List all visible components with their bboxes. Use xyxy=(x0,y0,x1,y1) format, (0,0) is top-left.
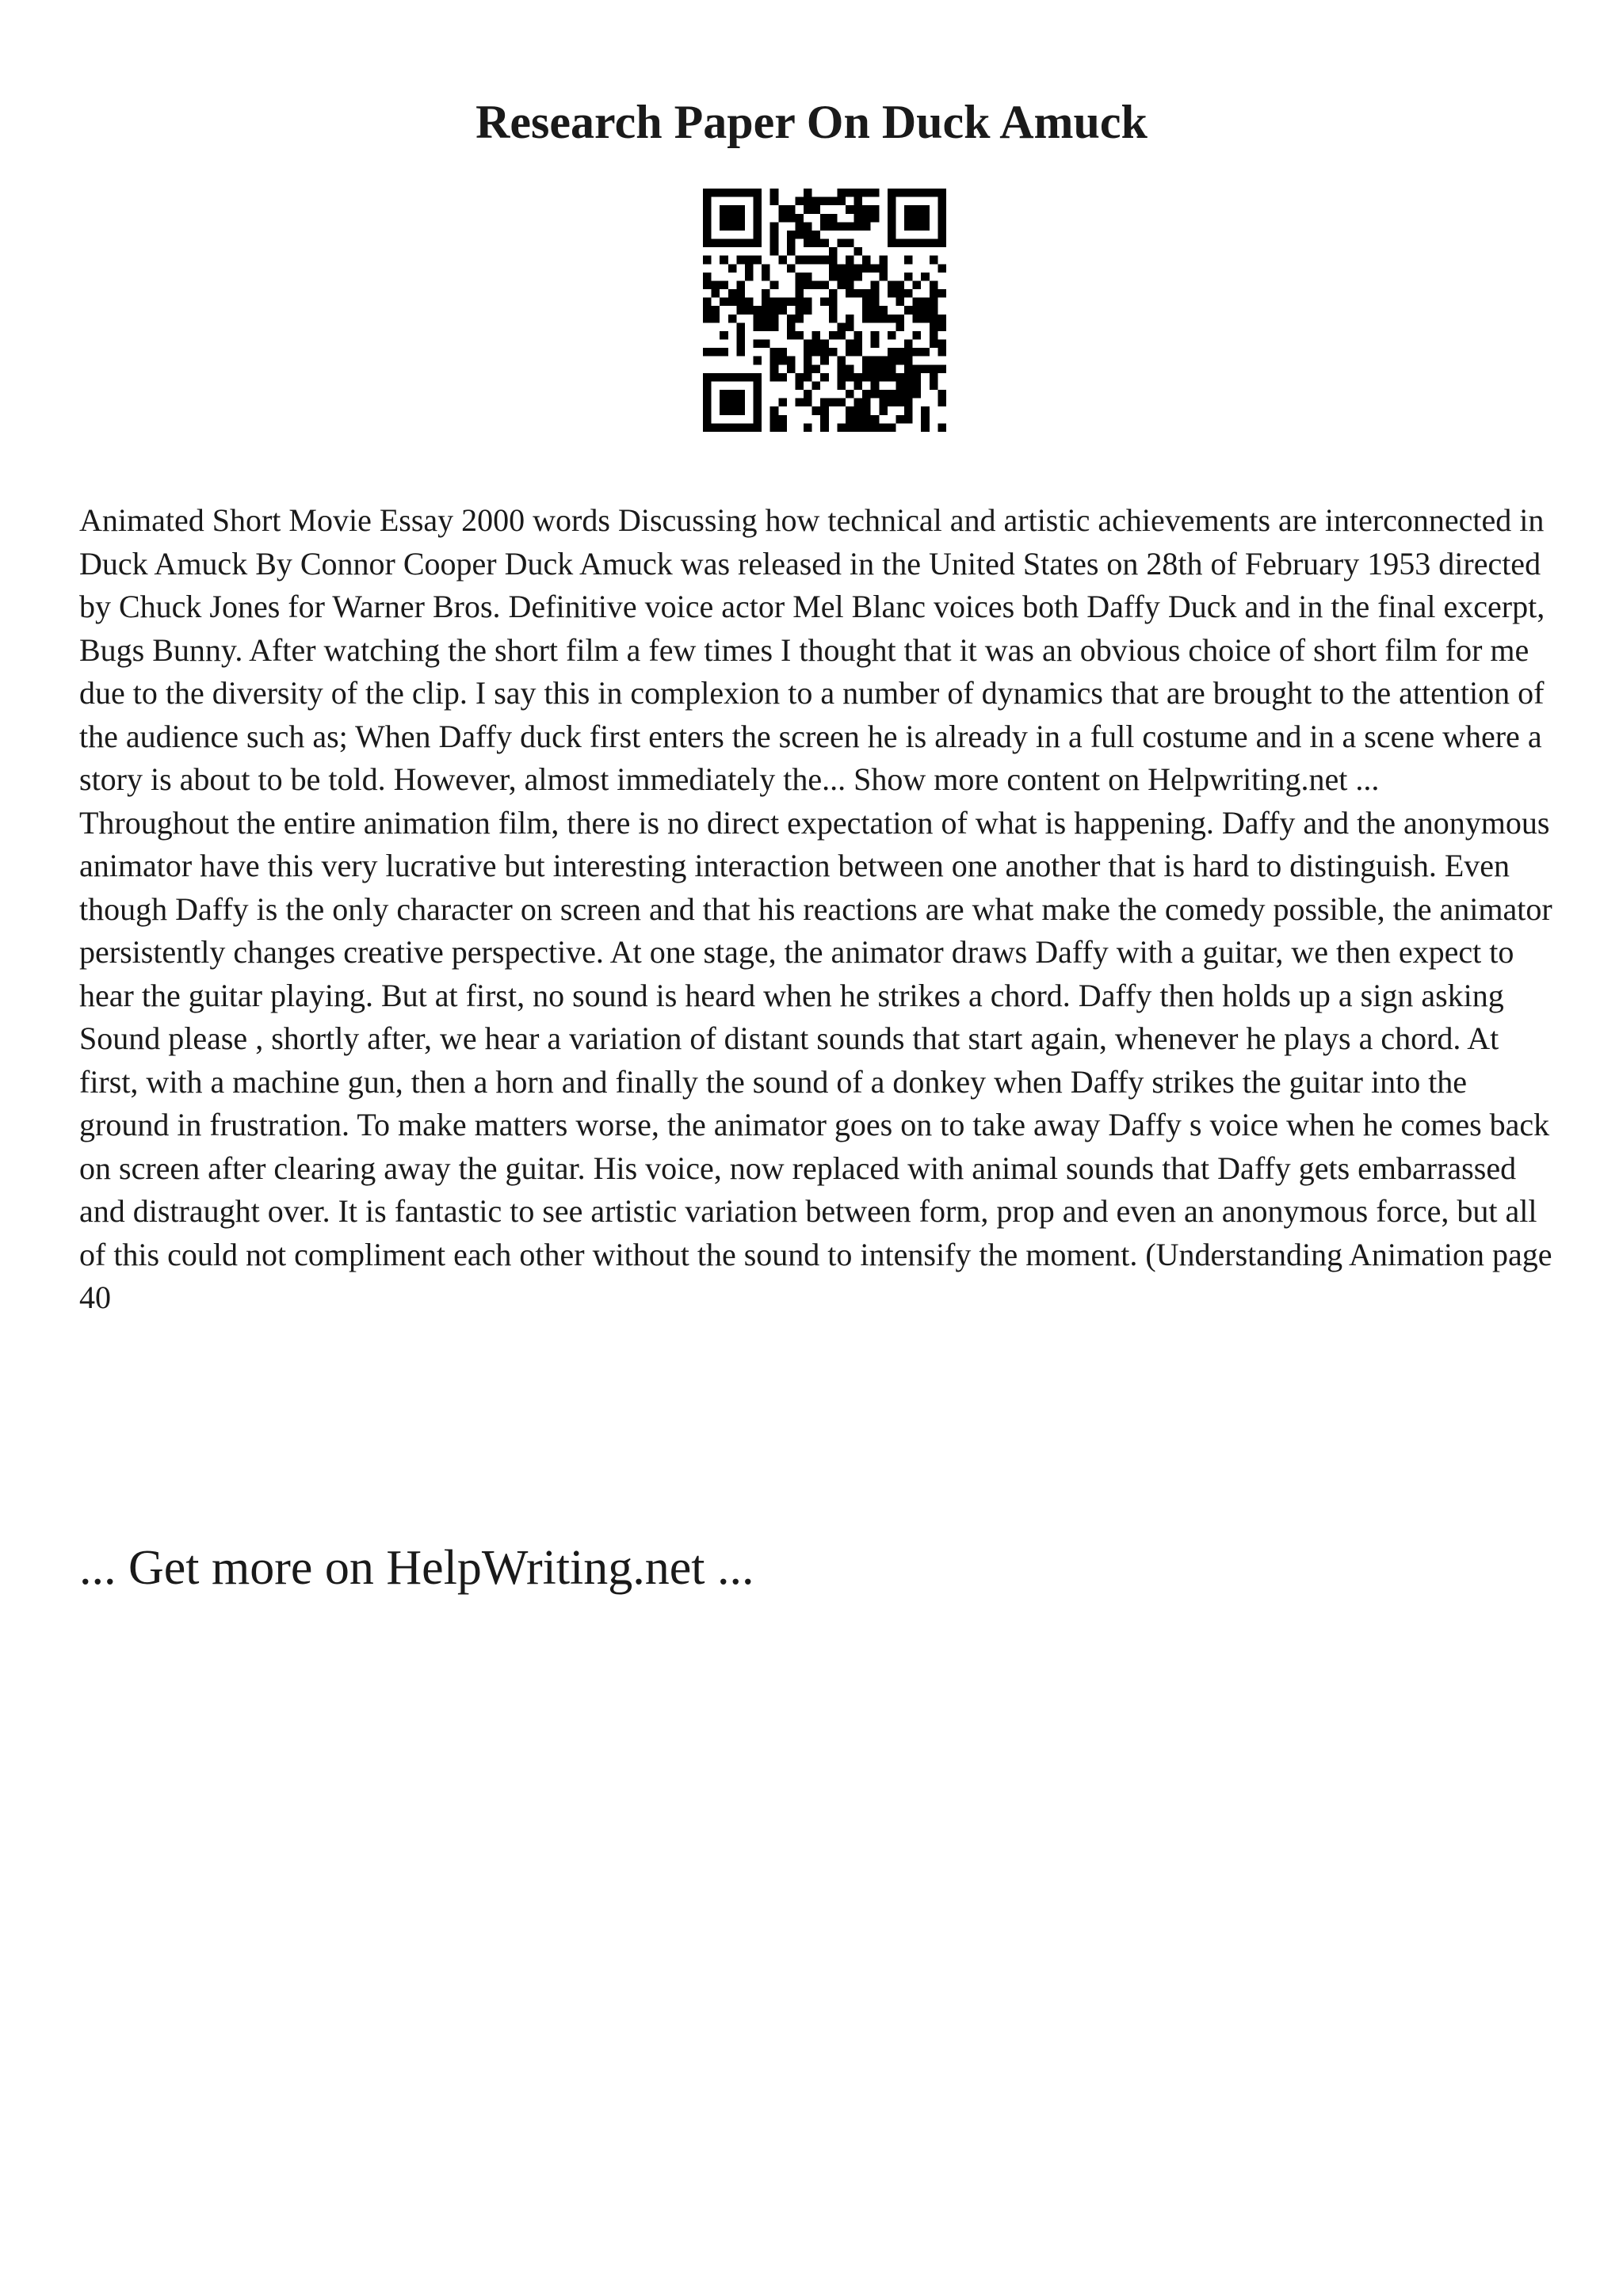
essay-paragraph: Throughout the entire animation film, there is no direct expectation of what is happening. Daffy and the anonymous animator have this very lucrative but interesting interaction between one another that is hard to distinguish. Even though Daffy is the only character on screen and that his reactions are what make the comedy possible, the animator persistently changes creative perspective. At one stage, the animator draws Daffy with a guitar, we then expect to hear the guitar playing. But at first, no sound is heard when he strikes a chord. Daffy then holds up a sign asking Sound please , shortly after, we hear a variation of distant sounds that start again, whenever he plays a chord. At first, with a machine gun, then a horn and finally the sound of a donkey when Daffy strikes the guitar into the ground in frustration. To make matters worse, the animator goes on to take away Daffy s voice when he comes back on screen after clearing away the guitar. His voice, now replaced with animal sounds that Daffy gets embarrassed and distraught over. It is fantastic to see artistic variation between form, prop and even an anonymous force, but all of this could not compliment each other without the sound to intensify the moment. (Understanding Animation page 40 xyxy=(79,804,1552,1315)
qr-code-icon xyxy=(703,189,946,432)
get-more-link[interactable]: ... Get more on HelpWriting.net ... xyxy=(79,1541,754,1595)
essay-paragraph: Animated Short Movie Essay 2000 words Discussing how technical and artistic achievements are interconnected in Duck Amuck By Connor Cooper Duck Amuck was released in the United States on 28th of February 1953 directed by Chuck Jones for Warner Bros. Definitive voice actor Mel Blanc voices both Daffy Duck and in the final excerpt, Bugs Bunny. After watching the short film a few times I thought that it was an obvious choice of short film for me due to the diversity of the clip. I say this in complexion to a number of dynamics that are brought to the attention of the audience such as; When Daffy duck first enters the screen he is already in a full costume and in a scene where a story is about to be told. However, almost immediately the... Show more content on Helpwriting.net ... xyxy=(79,502,1545,797)
essay-body xyxy=(79,499,1553,1320)
page-title: Research Paper On Duck Amuck xyxy=(475,96,1148,148)
